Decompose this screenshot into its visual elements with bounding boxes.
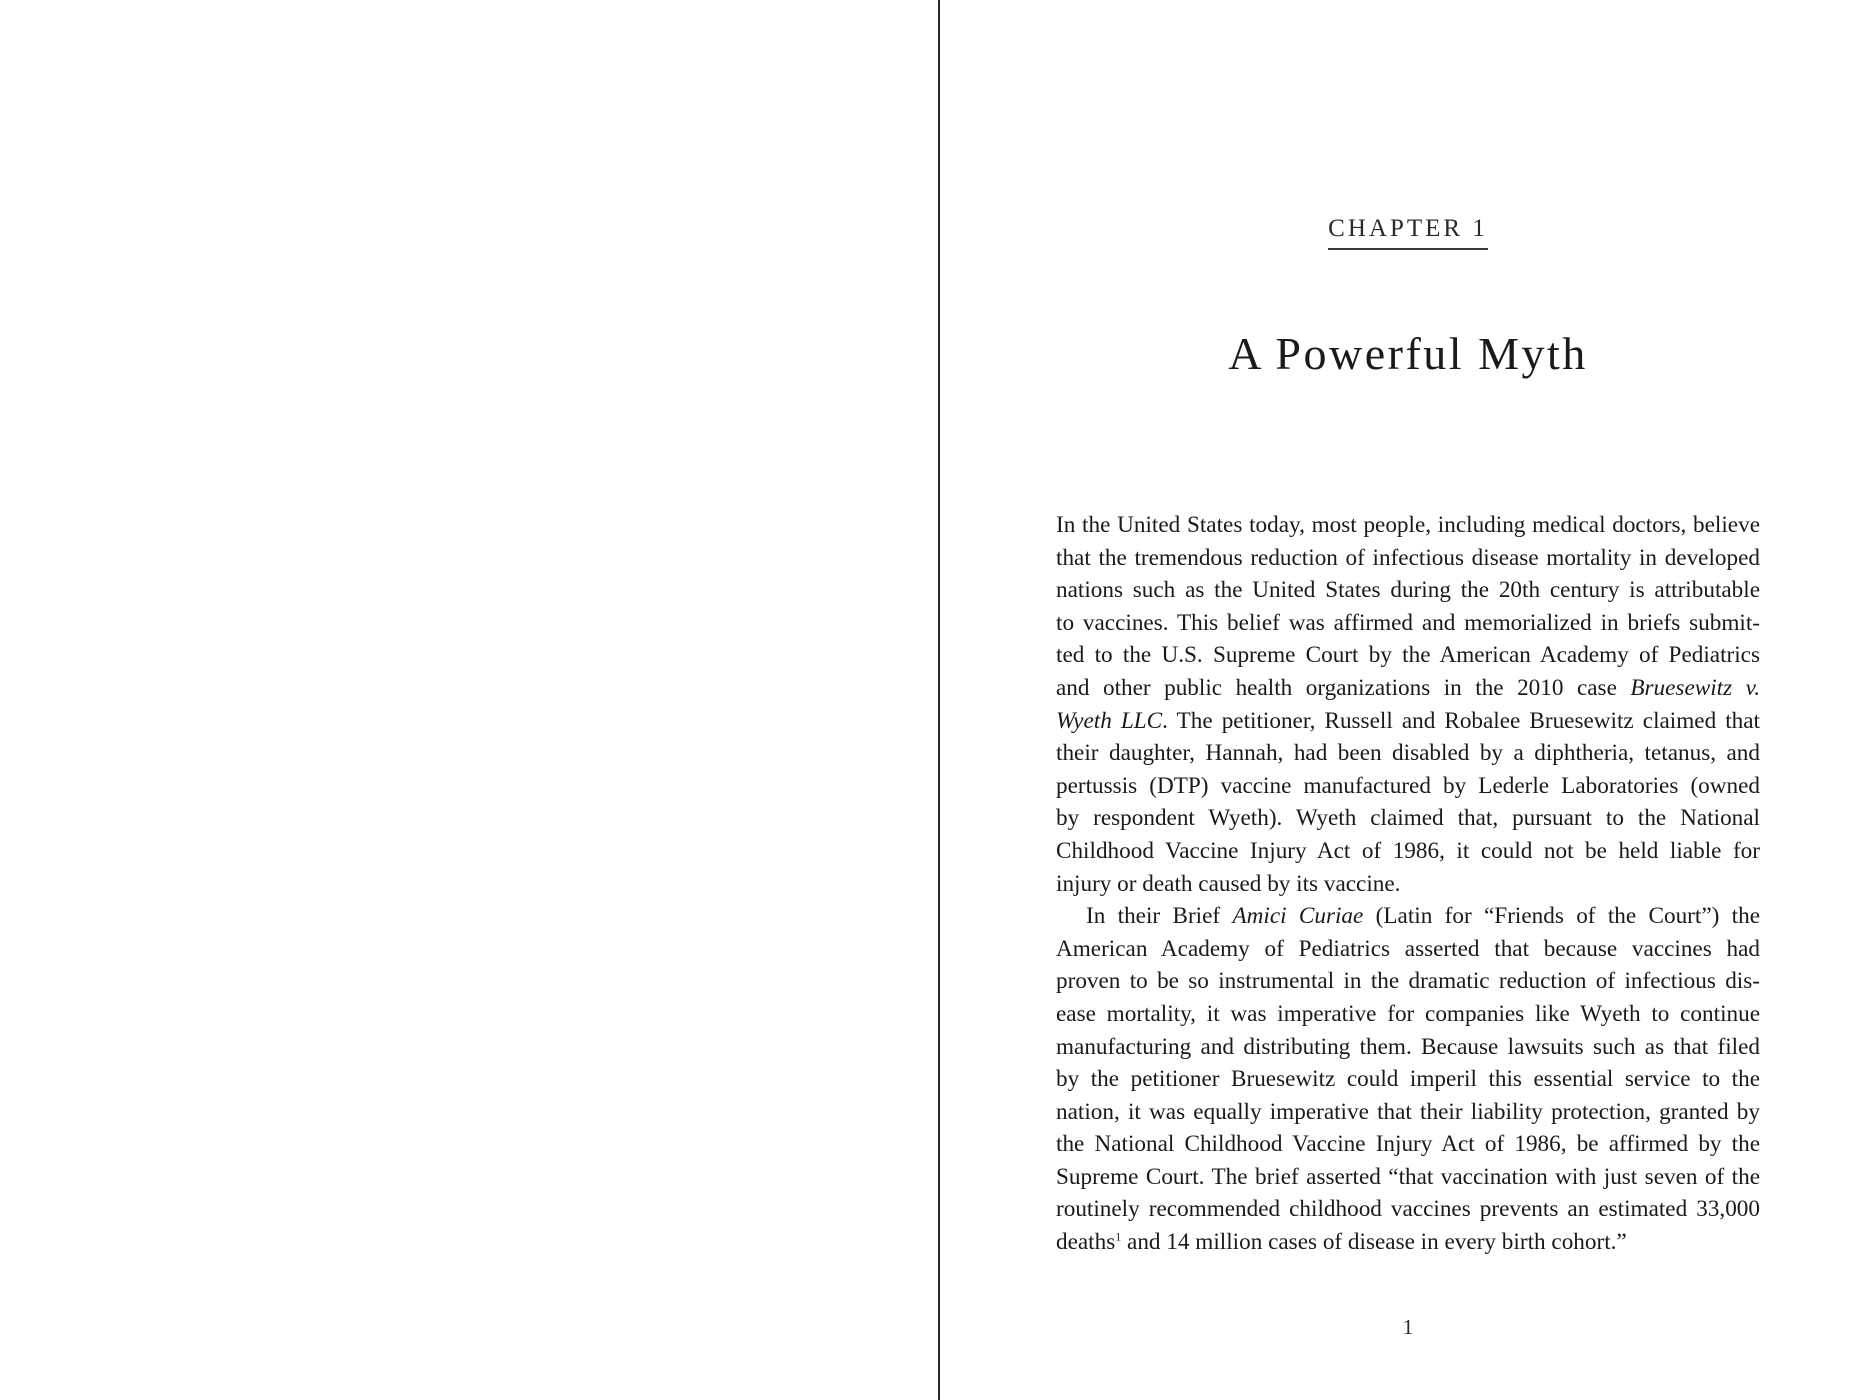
chapter-body bbox=[1056, 509, 1760, 1259]
text-line: to vaccines. This belief was affirmed and memorialized in briefs submit- bbox=[1056, 609, 1760, 636]
paragraph-2 bbox=[1056, 900, 1760, 1259]
footnote-marker[interactable]: 1 bbox=[1115, 1229, 1122, 1244]
text-line: nations such as the United States during the 20th century is attributable bbox=[1056, 577, 1760, 604]
text-line: deaths$^1$ and 14 million cases of disease in every birth cohort.” bbox=[1056, 1229, 1627, 1256]
text-line: ted to the U.S. Supreme Court by the American Academy of Pediatrics bbox=[1056, 642, 1760, 669]
text-line: manufacturing and distributing them. Because lawsuits such as that filed bbox=[1056, 1033, 1760, 1060]
text-line: nation, it was equally imperative that their liability protection, granted by bbox=[1056, 1098, 1760, 1125]
text-line: proven to be so instrumental in the dramatic reduction of infectious dis- bbox=[1056, 968, 1760, 995]
text-line: routinely recommended childhood vaccines prevents an estimated 33,000 bbox=[1056, 1196, 1760, 1223]
text-line: by respondent Wyeth). Wyeth claimed that, pursuant to the National bbox=[1056, 805, 1760, 832]
text-line: pertussis (DTP) vaccine manufactured by Lederle Laboratories (owned bbox=[1056, 772, 1760, 799]
text-line: American Academy of Pediatrics asserted that because vaccines had bbox=[1056, 935, 1760, 962]
text-line: by the petitioner Bruesewitz could imperil this essential service to the bbox=[1056, 1066, 1760, 1093]
text-line: ease mortality, it was imperative for companies like Wyeth to continue bbox=[1056, 1000, 1760, 1027]
chapter-label: CHAPTER 1 bbox=[1328, 215, 1488, 242]
text-line: that the tremendous reduction of infectious disease mortality in developed bbox=[1056, 544, 1760, 571]
case-name-italic: Bruesewitz v. bbox=[1630, 674, 1760, 701]
text-line: In the United States today, most people, including medical doctors, believe bbox=[1056, 512, 1760, 538]
text-line: injury or death caused by its vaccine. bbox=[1056, 870, 1401, 897]
page-number: 1 bbox=[1402, 1315, 1414, 1339]
text-line: In their Brief Amici Curiae (Latin for “Friends of the Court”) the bbox=[1086, 903, 1761, 930]
text-line: Supreme Court. The brief asserted “that vaccination with just seven of the bbox=[1056, 1163, 1760, 1190]
text-line: their daughter, Hannah, had been disabled by a diphtheria, tetanus, and bbox=[1056, 740, 1760, 767]
paragraph-1 bbox=[1056, 509, 1760, 900]
text-line: and other public health organizations in the 2010 case Bruesewitz v. bbox=[1056, 674, 1760, 701]
case-name-italic: Wyeth LLC bbox=[1056, 707, 1163, 734]
latin-term-italic: Amici Curiae bbox=[1232, 903, 1364, 930]
text-line: Wyeth LLC. The petitioner, Russell and Robalee Bruesewitz claimed that bbox=[1056, 707, 1760, 734]
chapter-label-underline bbox=[1328, 248, 1488, 250]
text-line: Childhood Vaccine Injury Act of 1986, it could not be held liable for bbox=[1056, 837, 1760, 864]
chapter-title: A Powerful Myth bbox=[1228, 328, 1588, 379]
text-line: the National Childhood Vaccine Injury Act of 1986, be affirmed by the bbox=[1056, 1131, 1760, 1158]
